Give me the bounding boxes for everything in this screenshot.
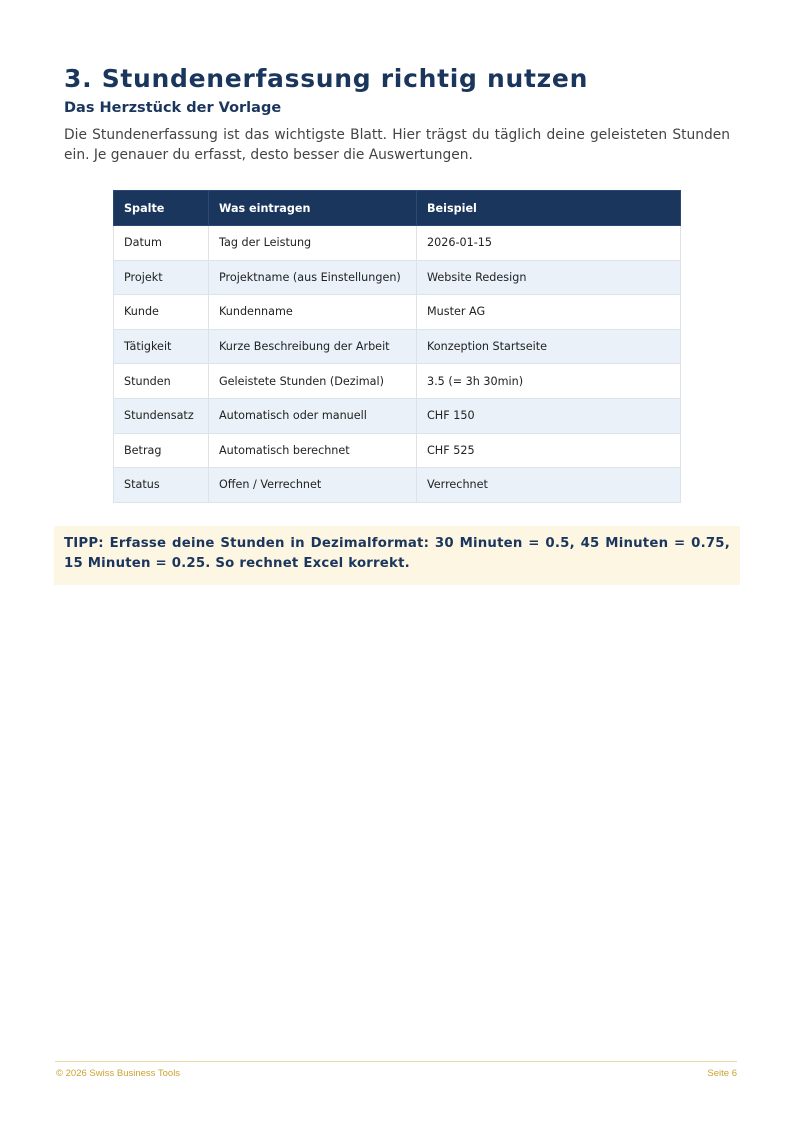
- table-cell: Stunden: [114, 364, 209, 399]
- table-cell: Projektname (aus Einstellungen): [209, 260, 417, 295]
- table-cell: Verrechnet: [417, 468, 681, 503]
- tip-text: TIPP: Erfasse deine Stunden in Dezimalformat: 30 Minuten = 0.5, 45 Minuten = 0.75, 15 Minuten = 0.25. So rechnet Excel korrekt.: [64, 536, 730, 571]
- table-row: [114, 329, 681, 364]
- footer-divider: [55, 1061, 737, 1062]
- table-row: [114, 260, 681, 295]
- table-cell: Stundensatz: [114, 398, 209, 433]
- table-cell: Automatisch berechnet: [209, 433, 417, 468]
- table-cell: Tätigkeit: [114, 329, 209, 364]
- table-cell: Datum: [114, 226, 209, 261]
- table-header-cell: Beispiel: [417, 191, 681, 226]
- table-row: [114, 398, 681, 433]
- table-cell: Kunde: [114, 295, 209, 330]
- table-row: [114, 295, 681, 330]
- table-header-cell: Spalte: [114, 191, 209, 226]
- column-spec-table: [113, 190, 681, 503]
- footer-page-number: Seite 6: [707, 1068, 737, 1079]
- table-row: [114, 433, 681, 468]
- table-row: [114, 364, 681, 399]
- table-cell: 3.5 (= 3h 30min): [417, 364, 681, 399]
- table-cell: Tag der Leistung: [209, 226, 417, 261]
- table-cell: Automatisch oder manuell: [209, 398, 417, 433]
- table-cell: 2026-01-15: [417, 226, 681, 261]
- section-subtitle: Das Herzstück der Vorlage: [64, 100, 282, 116]
- table-cell: Konzeption Startseite: [417, 329, 681, 364]
- table-cell: Kurze Beschreibung der Arbeit: [209, 329, 417, 364]
- tip-callout: [54, 526, 740, 585]
- table-cell: Geleistete Stunden (Dezimal): [209, 364, 417, 399]
- page-title: 3. Stundenerfassung richtig nutzen: [64, 64, 589, 93]
- table-cell: Status: [114, 468, 209, 503]
- table-cell: Muster AG: [417, 295, 681, 330]
- table-cell: CHF 525: [417, 433, 681, 468]
- table-cell: Kundenname: [209, 295, 417, 330]
- table-header-cell: Was eintragen: [209, 191, 417, 226]
- table-cell: CHF 150: [417, 398, 681, 433]
- table-row: [114, 226, 681, 261]
- intro-paragraph: Die Stundenerfassung ist das wichtigste Blatt. Hier trägst du täglich deine geleisteten Stunden ein. Je genauer du erfasst, desto besser die Auswertungen.: [64, 127, 730, 163]
- table-header-row: [114, 191, 681, 226]
- footer-copyright: © 2026 Swiss Business Tools: [56, 1068, 181, 1079]
- table-cell: Betrag: [114, 433, 209, 468]
- table-cell: Website Redesign: [417, 260, 681, 295]
- table-cell: Projekt: [114, 260, 209, 295]
- table-row: [114, 468, 681, 503]
- table-cell: Offen / Verrechnet: [209, 468, 417, 503]
